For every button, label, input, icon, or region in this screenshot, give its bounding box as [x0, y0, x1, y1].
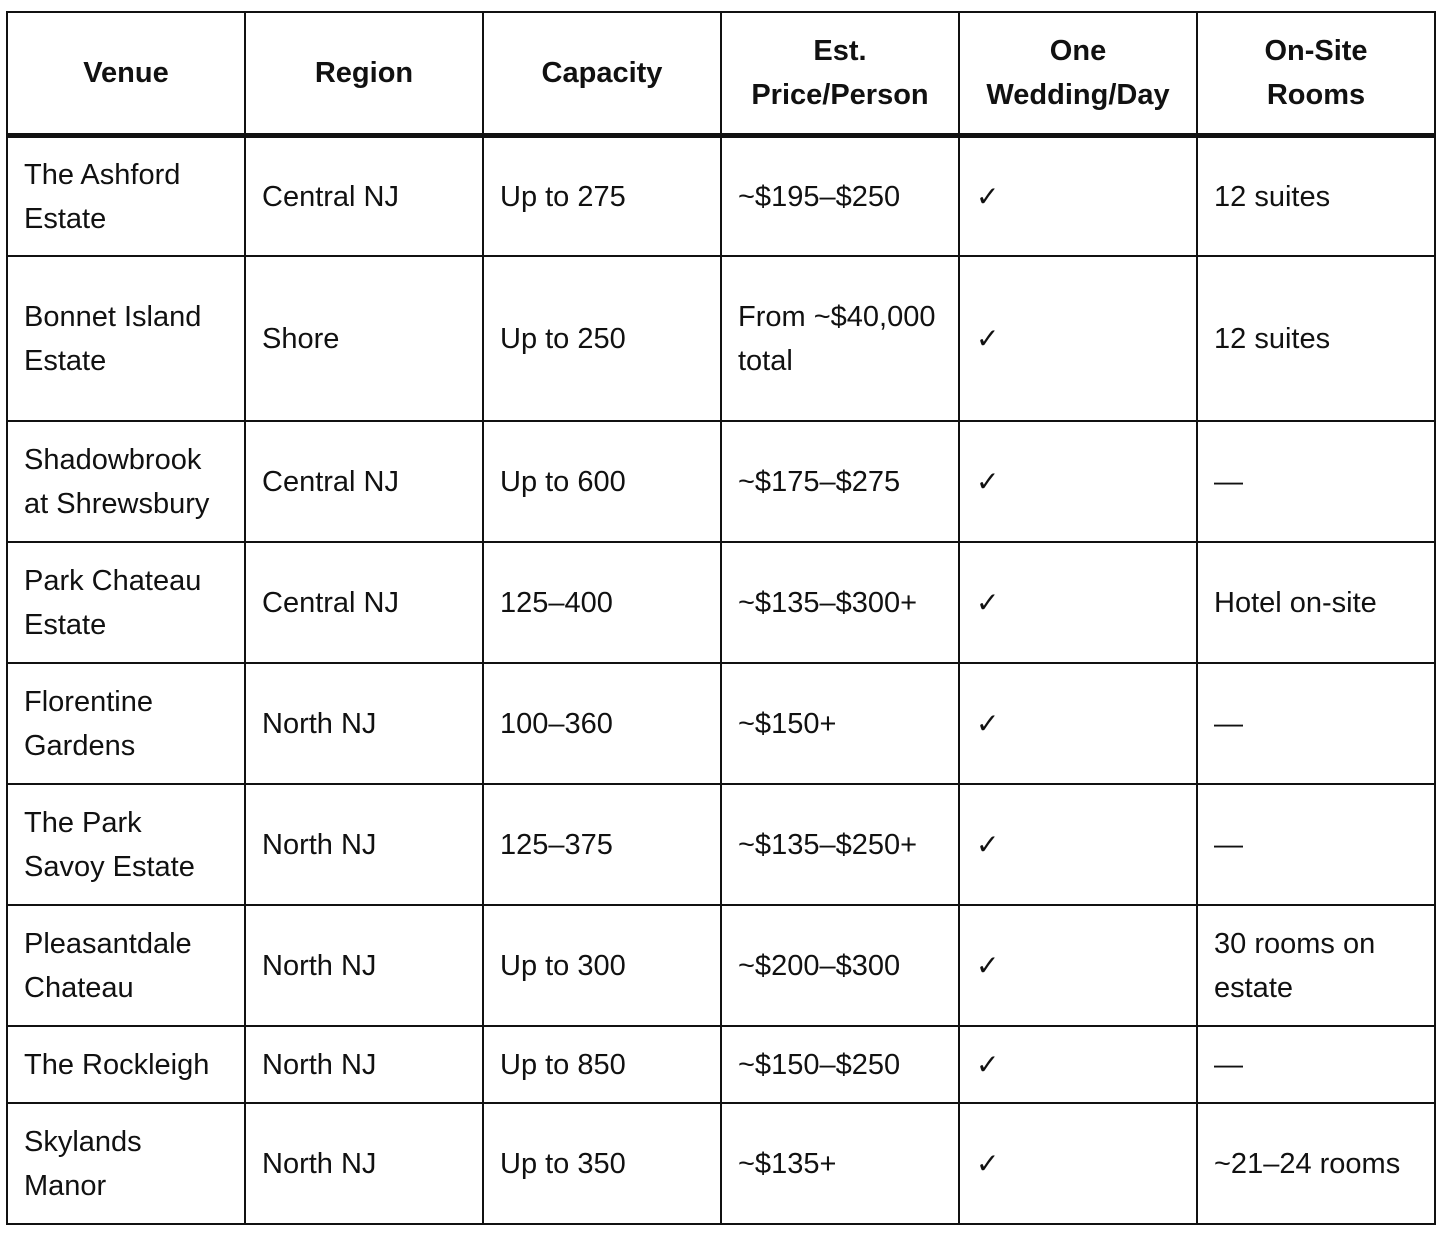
cell-capacity: Up to 250	[483, 256, 721, 421]
cell-price: ~$200–$300	[721, 905, 959, 1026]
cell-capacity: 125–375	[483, 784, 721, 905]
cell-venue: The Park Savoy Estate	[7, 784, 245, 905]
checkmark-icon: ✓	[959, 256, 1197, 421]
cell-venue: Pleasantdale Chateau	[7, 905, 245, 1026]
cell-rooms: —	[1197, 1026, 1435, 1103]
cell-rooms: 30 rooms on estate	[1197, 905, 1435, 1026]
cell-region: North NJ	[245, 905, 483, 1026]
venue-comparison-table	[6, 11, 1436, 1225]
cell-venue: Bonnet Island Estate	[7, 256, 245, 421]
cell-price: ~$195–$250	[721, 136, 959, 257]
cell-price: ~$135–$300+	[721, 542, 959, 663]
cell-region: North NJ	[245, 1103, 483, 1224]
table-row	[7, 1026, 1435, 1103]
header-venue: Venue	[7, 12, 245, 136]
cell-venue: Florentine Gardens	[7, 663, 245, 784]
checkmark-icon: ✓	[959, 905, 1197, 1026]
checkmark-icon: ✓	[959, 1103, 1197, 1224]
cell-rooms: —	[1197, 421, 1435, 542]
venue-comparison-table-container	[6, 11, 1436, 1225]
table-row	[7, 421, 1435, 542]
header-price-per-person: Est. Price/Person	[721, 12, 959, 136]
checkmark-icon: ✓	[959, 1026, 1197, 1103]
table-row	[7, 542, 1435, 663]
cell-rooms: —	[1197, 663, 1435, 784]
header-one-wedding-per-day: One Wedding/Day	[959, 12, 1197, 136]
cell-venue: Shadowbrook at Shrewsbury	[7, 421, 245, 542]
table-header-row	[7, 12, 1435, 136]
cell-capacity: Up to 850	[483, 1026, 721, 1103]
cell-region: Central NJ	[245, 136, 483, 257]
header-capacity: Capacity	[483, 12, 721, 136]
cell-venue: Park Chateau Estate	[7, 542, 245, 663]
cell-venue: The Rockleigh	[7, 1026, 245, 1103]
cell-region: Shore	[245, 256, 483, 421]
cell-price: ~$135–$250+	[721, 784, 959, 905]
cell-price: ~$150+	[721, 663, 959, 784]
table-row	[7, 256, 1435, 421]
cell-rooms: Hotel on-site	[1197, 542, 1435, 663]
table-row	[7, 663, 1435, 784]
checkmark-icon: ✓	[959, 784, 1197, 905]
cell-region: Central NJ	[245, 542, 483, 663]
cell-venue: The Ashford Estate	[7, 136, 245, 257]
cell-region: Central NJ	[245, 421, 483, 542]
checkmark-icon: ✓	[959, 136, 1197, 257]
header-on-site-rooms: On-Site Rooms	[1197, 12, 1435, 136]
cell-capacity: Up to 350	[483, 1103, 721, 1224]
cell-price: From ~$40,000 total	[721, 256, 959, 421]
cell-rooms: ~21–24 rooms	[1197, 1103, 1435, 1224]
checkmark-icon: ✓	[959, 542, 1197, 663]
cell-rooms: —	[1197, 784, 1435, 905]
cell-venue: Skylands Manor	[7, 1103, 245, 1224]
cell-price: ~$175–$275	[721, 421, 959, 542]
cell-capacity: Up to 300	[483, 905, 721, 1026]
header-region: Region	[245, 12, 483, 136]
cell-capacity: 100–360	[483, 663, 721, 784]
checkmark-icon: ✓	[959, 421, 1197, 542]
cell-rooms: 12 suites	[1197, 136, 1435, 257]
table-row	[7, 784, 1435, 905]
cell-price: ~$150–$250	[721, 1026, 959, 1103]
cell-rooms: 12 suites	[1197, 256, 1435, 421]
cell-capacity: 125–400	[483, 542, 721, 663]
cell-capacity: Up to 275	[483, 136, 721, 257]
cell-region: North NJ	[245, 784, 483, 905]
cell-capacity: Up to 600	[483, 421, 721, 542]
cell-region: North NJ	[245, 1026, 483, 1103]
table-row	[7, 1103, 1435, 1224]
cell-region: North NJ	[245, 663, 483, 784]
cell-price: ~$135+	[721, 1103, 959, 1224]
table-row	[7, 905, 1435, 1026]
table-row	[7, 136, 1435, 257]
checkmark-icon: ✓	[959, 663, 1197, 784]
